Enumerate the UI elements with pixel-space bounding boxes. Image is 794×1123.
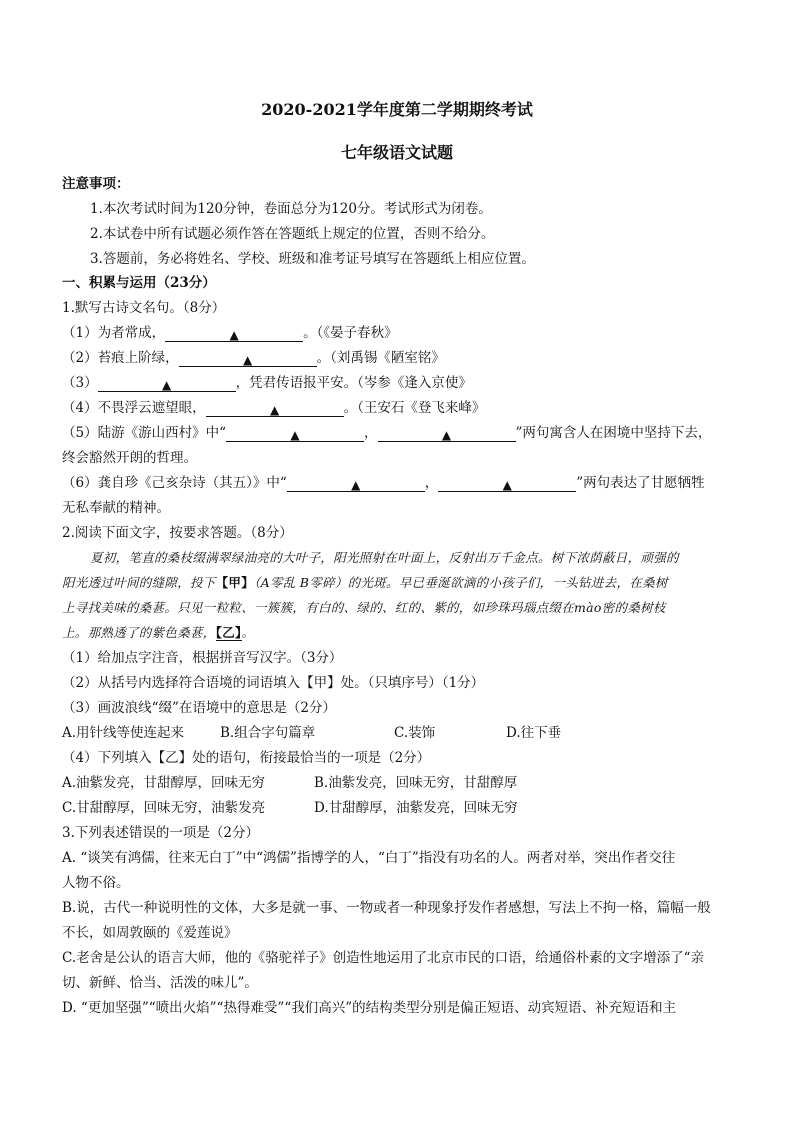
blank-marker: ▲	[441, 428, 452, 442]
blank-marker: ▲	[351, 478, 361, 492]
blank-marker: ▲	[269, 403, 280, 417]
option-d: D.甘甜醇厚，油紫发亮，回味无穷	[314, 800, 518, 816]
answer-blank	[226, 427, 364, 442]
q1-item-3-pre: （3）	[62, 375, 98, 391]
answer-blank	[165, 327, 303, 342]
passage-line-1: 夏初，笔直的桑枝缀满翠绿油亮的大叶子，阳光照射在叶面上，反射出万千金点。树下浓荫蔽日，顽强的	[90, 550, 679, 565]
q1-item-3-post: ，凭君传语报平安。（岑参《逢入京使》	[235, 375, 472, 391]
q1-item-6	[62, 474, 740, 492]
q1-item-4-post: 。（王安石《登飞来峰》	[343, 400, 486, 416]
blank-jia-marker: 【甲】	[215, 575, 255, 590]
q3-option-a-line2: 人物不俗。	[62, 875, 130, 891]
exam-title: 2020-2021学年度第二学期期终考试	[261, 100, 533, 119]
q2-sub-2: （2）从括号内选择符合语境的词语填入【甲】处。（只填序号）（1分）	[62, 675, 485, 691]
answer-blank	[287, 477, 425, 492]
notice-2: 2.本试卷中所有试题必须作答在答题纸上规定的位置，否则不给分。	[90, 226, 495, 242]
q3-option-b-line1: B.说，古代一种说明性的文体，大多是就一事、一物或者一种现象抒发作者感想，写法上不拘一格，篇幅一般	[62, 900, 711, 916]
q1-item-5-cont: 终会豁然开朗的哲理。	[62, 450, 197, 466]
answer-blank	[206, 402, 344, 417]
passage-text: 上。那熟透了的紫色桑葚，	[62, 625, 216, 640]
blank-marker: ▲	[229, 328, 239, 342]
q2-sub-3: （3）画波浪线“缀”在语境中的意思是（2分）	[62, 700, 336, 716]
q1-item-1	[62, 324, 740, 342]
q2-sub-1: （1）给加点字注音，根据拼音写汉字。（3分）	[62, 650, 343, 666]
q1-item-5-pre: （5）陆游《游山西村》中“	[62, 425, 226, 441]
passage-line-2	[62, 574, 740, 592]
option-b: B.油紫发亮，回味无穷，甘甜醇厚	[314, 775, 518, 791]
answer-blank	[438, 477, 576, 492]
q3-option-c-line1: C.老舍是公认的语言大师，他的《骆驼祥子》创造性地运用了北京市民的口语，给通俗朴素的文字增添了“亲	[62, 950, 705, 966]
q3-option-a-line1: A. “谈笑有鸿儒，往来无白丁”中“鸿儒”指博学的人，“白丁”指没有功名的人。两者对举，突出作者交往	[62, 850, 676, 866]
answer-blank	[378, 427, 516, 442]
passage-text: （A零乱 B零碎）的光斑。早已垂涎欲滴的小孩子们，一头钻进去，在桑树	[254, 575, 668, 590]
passage-line-3: 上寻找美味的桑葚。只见一粒粒、一簇簇，有白的、绿的、红的、紫的，如珍珠玛瑙点缀在mào密的桑树枝	[62, 600, 666, 615]
option-a: A.用针线等使连起来	[62, 725, 185, 741]
q1-item-6-post: ”两句表达了甘愿牺牲	[576, 475, 705, 491]
answer-blank	[98, 377, 236, 392]
option-b: B.组合字句篇章	[220, 725, 316, 741]
q2-sub-4-options-row2	[62, 799, 740, 817]
passage-text: 阳光透过叶间的缝隙，投下	[62, 575, 216, 590]
q3-option-c-line2: 切、新鲜、恰当、活泼的味儿”。	[62, 975, 258, 991]
q1-item-2-post: 。（刘禹锡《陋室铭》	[316, 350, 445, 366]
passage-text: 。	[241, 625, 255, 640]
q1-item-3	[62, 374, 740, 392]
q1-stem: 1.默写古诗文名句。（8分）	[62, 300, 226, 316]
option-a: A.油紫发亮，甘甜醇厚，回味无穷	[62, 775, 266, 791]
blank-marker: ▲	[161, 378, 172, 392]
q2-sub-4-options-row1	[62, 774, 740, 792]
q3-option-d-line1: D. “更加坚强”“喷出火焰”“热得难受”“我们高兴”的结构类型分别是偏正短语、动宾短语、补充短语和主	[62, 1000, 677, 1016]
q3-option-b-line2: 不长，如周敦颐的《爱莲说》	[62, 925, 238, 941]
option-c: C.甘甜醇厚，回味无穷，油紫发亮	[62, 800, 266, 816]
option-c: C.装饰	[394, 725, 436, 741]
blank-marker: ▲	[242, 353, 253, 367]
q3-stem: 3.下列表述错误的一项是（2分）	[62, 825, 259, 841]
notice-1: 1.本次考试时间为120分钟，卷面总分为120分。考试形式为闭卷。	[90, 201, 492, 217]
option-d: D.往下垂	[506, 725, 562, 741]
q1-item-6-cont: 无私奉献的精神。	[62, 500, 170, 516]
q1-item-4	[62, 399, 740, 417]
q2-sub-3-options	[62, 724, 740, 742]
blank-marker: ▲	[290, 428, 300, 442]
section-heading: 一、积累与运用（23分）	[62, 275, 216, 291]
q2-sub-4: （4）下列填入【乙】处的语句，衔接最恰当的一项是（2分）	[62, 750, 431, 766]
q1-item-5-post: ”两句寓含人在困境中坚持下去，	[515, 425, 712, 441]
answer-blank	[179, 352, 317, 367]
exam-subtitle: 七年级语文试题	[340, 143, 453, 162]
passage-line-4	[62, 624, 740, 642]
q1-item-6-mid: ，	[424, 475, 439, 491]
q1-item-4-pre: （4）不畏浮云遮望眼，	[62, 400, 206, 416]
q1-item-5	[62, 424, 740, 442]
q2-stem: 2.阅读下面文字，按要求答题。（8分）	[62, 525, 293, 541]
blank-yi-marker: 【乙】	[215, 625, 242, 640]
q1-item-1-post: 。（《晏子春秋》	[303, 325, 398, 341]
notice-3: 3.答题前，务必将姓名、学校、班级和准考证号填写在答题纸上相应位置。	[90, 251, 535, 267]
notice-heading: 注意事项：	[62, 176, 130, 192]
q1-item-5-mid: ，	[364, 425, 378, 441]
blank-marker: ▲	[502, 478, 512, 492]
q1-item-6-pre: （6）龚自珍《己亥杂诗（其五）》中“	[62, 475, 287, 491]
q1-item-1-pre: （1）为者常成，	[62, 325, 166, 341]
q1-item-2	[62, 349, 740, 367]
q1-item-2-pre: （2）苔痕上阶绿，	[62, 350, 179, 366]
